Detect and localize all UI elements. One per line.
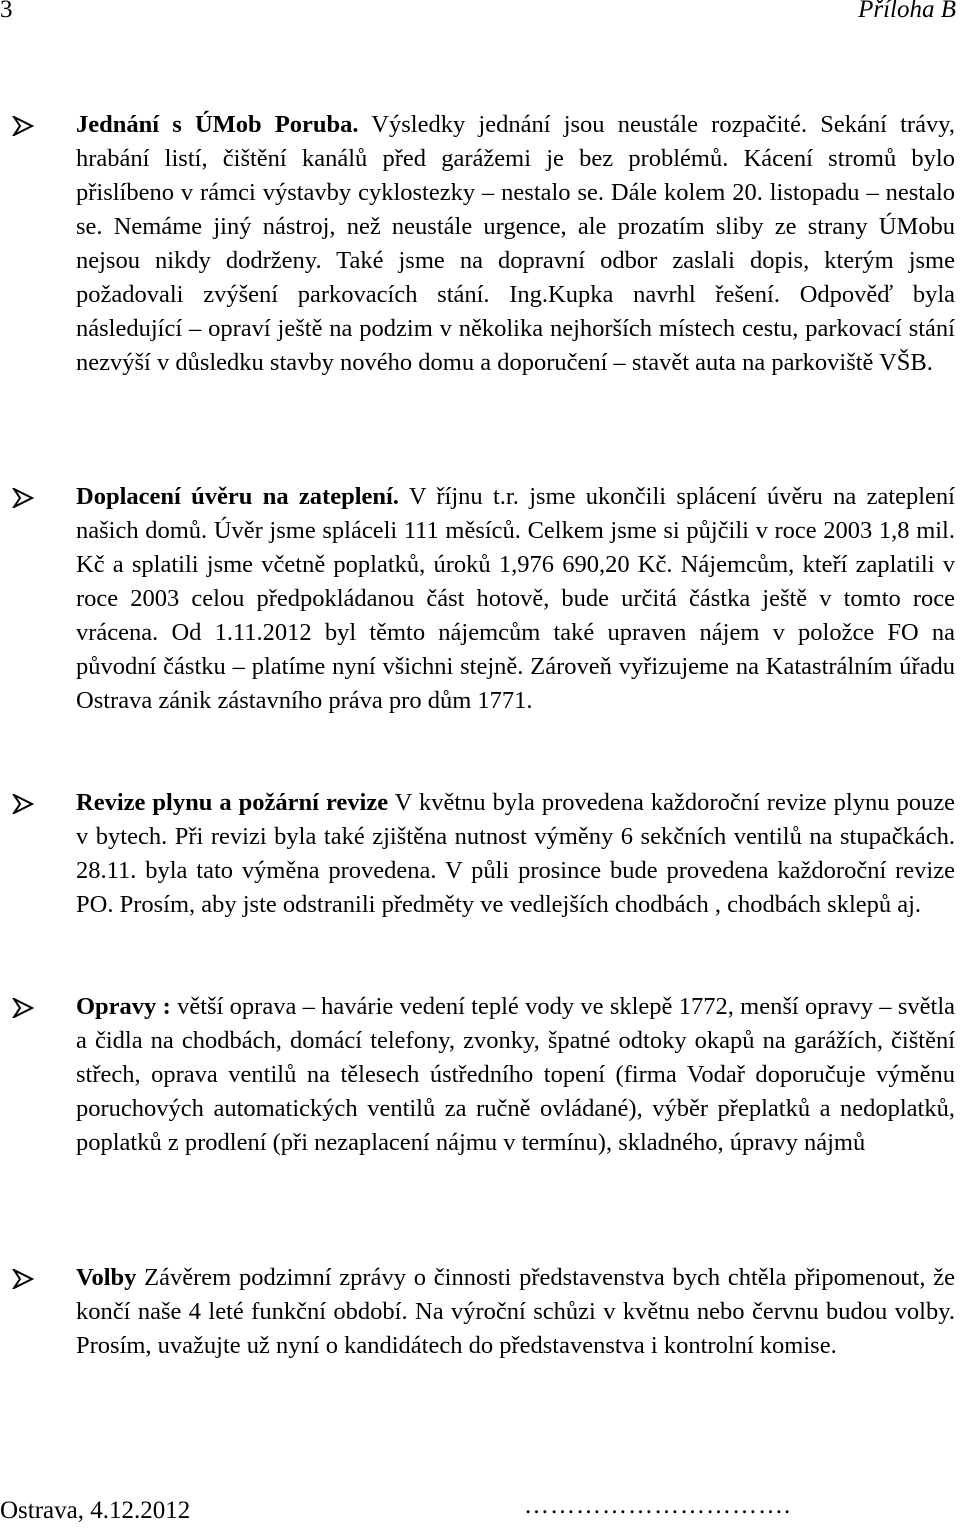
arrowhead-bullet-icon (12, 1269, 34, 1289)
footer-signature-line: …………………………. (524, 1492, 792, 1519)
appendix-label: Příloha B (858, 0, 956, 23)
bullet-text: větší oprava – havárie vedení teplé vody ve sklepě 1772, menší opravy – světla a čidla na chodbách, domácí telefony, zvonky, špatné odtoky okapů na garážích, čištění střech, oprava ventilů na tělesech ústředního topení (firma Vodař doporučuje výměnu poruchových automatických ventilů za ručně ovládané), výběr přeplatků a nedoplatků, poplatků z prodlení (při nezaplacení nájmu v termínu), skladného, úpravy nájmů (76, 993, 956, 1156)
arrowhead-bullet-icon (12, 794, 34, 814)
bullet-text: Závěrem podzimní zprávy o činnosti představenstva bych chtěla připomenout, že končí naše 4 leté funkční období. Na výroční schůzi v květnu nebo červnu budou volby. Prosím, uvažujte už nyní o kandidátech do představenstva i kontrolní komise. (76, 1264, 955, 1359)
bullet-heading: Revize plynu a požární revize (76, 789, 389, 816)
bullet-item-jednani (76, 108, 955, 380)
bullet-text: V květnu byla provedena každoroční revize plynu pouze v bytech. Při revizi byla také zjištěna nutnost výměny 6 sekčních ventilů na stupačkách. 28.11. byla tato výměna provedena. V půli prosince bude provedena každoroční revize PO. Prosím, aby jste odstranili předměty ve vedlejších chodbách , chodbách sklepů aj. (76, 789, 955, 918)
arrowhead-bullet-icon (12, 488, 34, 508)
bullet-item-opravy (76, 990, 955, 1160)
arrowhead-bullet-icon (12, 998, 34, 1018)
footer-place-date: Ostrava, 4.12.2012 (0, 1497, 191, 1524)
bullet-heading: Doplacení úvěru na zateplení. (76, 483, 399, 510)
bullet-item-doplaceni (76, 480, 955, 718)
bullet-text: V říjnu t.r. jsme ukončili splácení úvěru na zateplení našich domů. Úvěr jsme spláceli 111 měsíců. Celkem jsme si půjčili v roce 2003 1,8 mil. Kč a splatili jsme včetně poplatků, úroků 1,976 690,20 Kč. Nájemcům, kteří zaplatili v roce 2003 celou předpokládanou část hotově, bude určitá částka ještě v tomto roce vrácena. Od 1.11.2012 byl těmto nájemcům také upraven nájem v položce FO na původní částku – platíme nyní všichni stejně. Zároveň vyřizujeme na Katastrálním úřadu Ostrava zánik zástavního práva pro dům 1771. (76, 483, 955, 714)
arrowhead-bullet-icon (12, 116, 34, 136)
bullet-item-volby (76, 1261, 955, 1363)
bullet-heading: Volby (76, 1264, 137, 1291)
bullet-heading: Opravy : (76, 993, 171, 1020)
bullet-heading: Jednání s ÚMob Poruba. (76, 111, 359, 138)
page-number: 3 (0, 0, 13, 23)
bullet-text: Výsledky jednání jsou neustále rozpačité. Sekání trávy, hrabání listí, čištění kanálů před garážemi je bez problémů. Kácení stromů bylo přislíbeno v rámci výstavby cyklostezky – nestalo se. Dále kolem 20. listopadu – nestalo se. Nemáme jiný nástroj, než neustále urgence, ale prozatím sliby ze strany ÚMobu nejsou nikdy dodrženy. Také jsme na dopravní odbor zaslali dopis, kterým jsme požadovali zvýšení parkovacích stání. Ing.Kupka navrhl řešení. Odpověď byla následující – opraví ještě na podzim v několika nejhorších místech cestu, parkovací stání nezvýší v důsledku stavby nového domu a doporučení – stavět auta na parkoviště VŠB. (76, 111, 955, 376)
bullet-item-revize (76, 786, 955, 922)
